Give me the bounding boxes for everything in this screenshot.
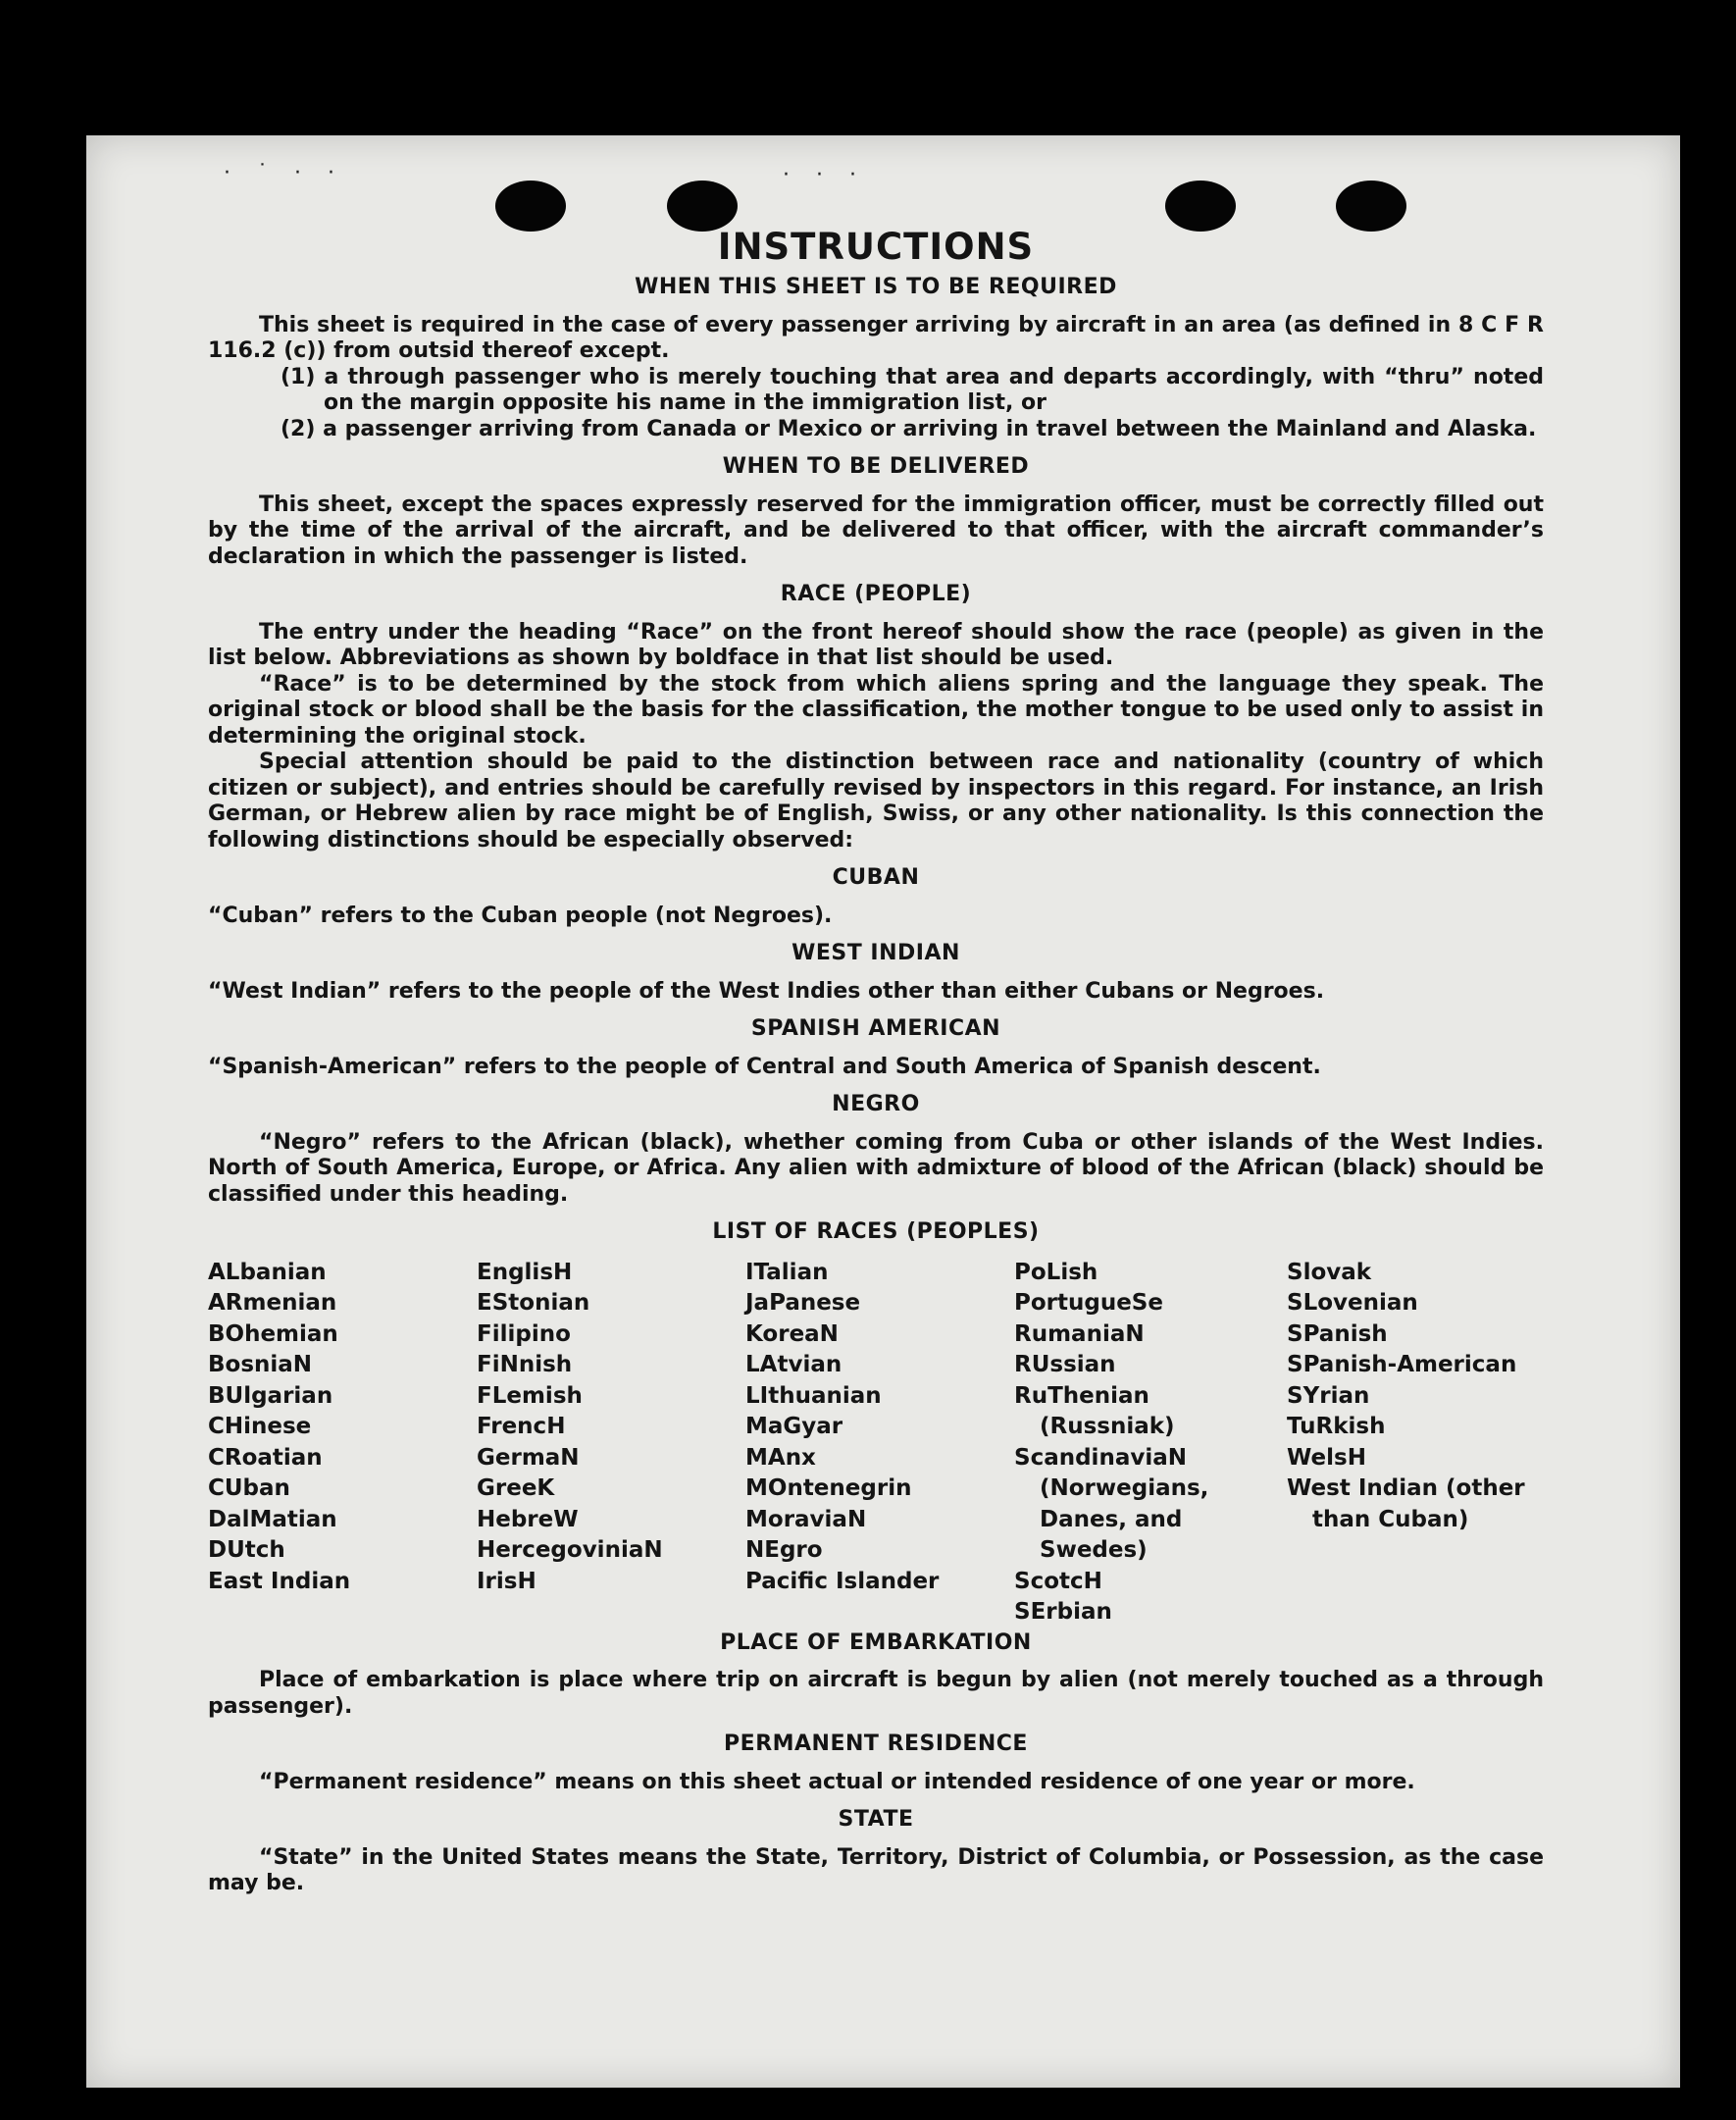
races-column [1287,1258,1544,1629]
race-entry: IrisH [477,1568,536,1594]
races-column [208,1258,477,1629]
race-entry: MoraviaN [745,1506,867,1532]
section-heading: STATE [838,1807,914,1832]
document-sheet [86,135,1680,2088]
race-entry: East Indian [208,1568,351,1594]
race-entry: GreeK [477,1475,555,1501]
paragraph: “State” in the United States means the State, Territory, District of Columbia, or Possession, as the case may be. [208,1844,1544,1895]
race-entry: HercegoviniaN [477,1537,663,1563]
race-entry: LAtvian [745,1352,842,1377]
section-heading: RACE (PEOPLE) [780,582,972,606]
race-entry: FiNnish [477,1352,573,1377]
race-entry: FLemish [477,1382,583,1409]
race-entry: BUlgarian [208,1382,333,1409]
punch-hole-2 [667,181,738,232]
race-entry: EnglisH [477,1259,573,1285]
paper-specks: · · · [783,163,866,187]
race-entry: NEgro [745,1537,823,1563]
page-title: INSTRUCTIONS [717,226,1035,268]
race-entry: West Indian (other than Cuban) [1287,1475,1525,1532]
paragraph: “Race” is to be determined by the stock from which aliens spring and the language they speak. The original stock or blood shall be the basis for the classification, the mother tongue to be used only to assist in determining the original stock. [208,671,1544,749]
punch-hole-3 [1165,181,1236,232]
race-entry: MOntenegrin [745,1475,912,1501]
paragraph: “Cuban” refers to the Cuban people (not Negroes). [208,903,833,928]
race-entry: HebreW [477,1506,579,1532]
race-entry: Filipino [477,1320,571,1347]
race-entry: SYrian [1287,1382,1370,1409]
paragraph: This sheet is required in the case of every passenger arriving by aircraft in an area (as defined in 8 C F R 116.2 (c)) from outsid thereof except. [208,312,1544,363]
race-entry: PoLish [1014,1259,1098,1285]
section-heading: PERMANENT RESIDENCE [724,1732,1028,1756]
exception-item: (2) a passenger arriving from Canada or Mexico or arriving in travel between the Mainland and Alaska. [281,416,1537,441]
section-heading: WHEN TO BE DELIVERED [722,454,1030,479]
paragraph: “Permanent residence” means on this sheet actual or intended residence of one year or more. [259,1769,1415,1794]
race-entry: CUban [208,1475,290,1501]
race-entry: WelsH [1287,1444,1366,1471]
race-entry: RumaniaN [1014,1320,1145,1347]
race-entry: EStonian [477,1290,590,1316]
race-entry: CRoatian [208,1444,323,1471]
race-entry: SLovenian [1287,1290,1418,1316]
paragraph: Special attention should be paid to the distinction between race and nationality (country of which citizen or subject), and entries should be carefully revised by inspectors in this regard. For instance, an Irish German, or Hebrew alien by race might be of English, Swiss, or any other nationality. Is this connection the following distinctions should be especially observed: [208,750,1544,853]
races-column [477,1258,745,1629]
races-list [208,1258,1544,1629]
section-heading: PLACE OF EMBARKATION [720,1629,1032,1655]
paragraph: “Spanish-American” refers to the people of Central and South America of Spanish descent. [208,1054,1321,1079]
section-heading: WEST INDIAN [791,941,960,965]
punch-hole-1 [495,181,566,232]
punch-hole-4 [1336,181,1406,232]
race-entry: SErbian [1014,1599,1112,1625]
race-entry: BOhemian [208,1320,338,1347]
section-heading: WHEN THIS SHEET IS TO BE REQUIRED [635,275,1117,299]
instructions-body [208,226,1544,1897]
race-entry: LIthuanian [745,1382,882,1409]
race-entry: SPanish [1287,1320,1388,1347]
race-entry: ARmenian [208,1290,337,1316]
race-entry: JaPanese [745,1290,861,1316]
paragraph: The entry under the heading “Race” on the front hereof should show the race (people) as given in the list below. Abbreviations as shown by boldface in that list should be used. [208,619,1544,670]
race-entry: FrencH [477,1414,566,1439]
race-entry: ScotcH [1014,1568,1102,1594]
race-entry: MAnx [745,1444,816,1471]
race-entry: BosniaN [208,1352,313,1377]
race-entry: CHinese [208,1414,312,1439]
paragraph: “West Indian” refers to the people of the West Indies other than either Cubans or Negroes. [208,978,1325,1004]
section-heading: SPANISH AMERICAN [750,1016,1001,1041]
paragraph: Place of embarkation is place where trip on aircraft is begun by alien (not merely touched as a through passenger). [208,1668,1544,1719]
exception-item: (1) a through passenger who is merely touching that area and departs accordingly, with “thru” noted on the margin opposite his name in the immigration list, or [281,364,1544,415]
race-entry: PortugueSe [1014,1290,1163,1316]
section-heading: CUBAN [832,865,920,890]
race-entry: GermaN [477,1444,580,1471]
paragraph: This sheet, except the spaces expressly reserved for the immigration officer, must be correctly filled out by the time of the arrival of the aircraft, and be delivered to that officer, with the aircraft commander’s declaration in which the passenger is listed. [208,491,1544,569]
race-entry: ITalian [745,1259,829,1285]
race-entry: MaGyar [745,1414,843,1439]
race-entry: Pacific Islander [745,1568,940,1594]
race-entry: Slovak [1287,1259,1372,1285]
paragraph: “Negro” refers to the African (black), whether coming from Cuba or other islands of the West Indies. North of South America, Europe, or Africa. Any alien with admixture of blood of the African (black) should be classified under this heading. [208,1129,1544,1207]
races-list-heading: LIST OF RACES (PEOPLES) [712,1219,1040,1244]
races-column [745,1258,1014,1629]
race-entry: KoreaN [745,1320,839,1347]
race-entry: DUtch [208,1537,285,1563]
paper-specks: · ˙ · · [224,161,344,185]
race-entry: ScandinaviaN (Norwegians, Danes, and Swedes) [1014,1444,1209,1563]
section-heading: NEGRO [832,1092,920,1116]
race-entry: RUssian [1014,1352,1116,1377]
race-entry: DalMatian [208,1506,337,1532]
races-column [1014,1258,1287,1629]
race-entry: ALbanian [208,1259,327,1285]
race-entry: RuThenian (Russniak) [1014,1382,1175,1439]
race-entry: TuRkish [1287,1414,1386,1439]
race-entry: SPanish-American [1287,1352,1517,1377]
